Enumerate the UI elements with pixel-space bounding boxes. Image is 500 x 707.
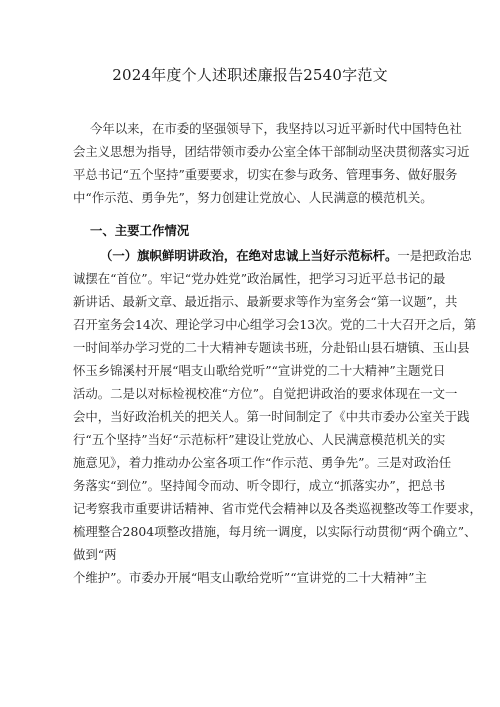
intro-line-2: 会主义思想为指导，团结带领市委办公室全体干部制动坚决贯彻落实习近 [73, 144, 470, 159]
body-line-4: 一时间举办学习党的二十大精神专题读书班，分赴铅山县石塘镇、玉山县 [73, 340, 470, 355]
body-line-12: 梳理整合2804项整改措施，每月统一调度，以实际行动贯彻“两个确立”、 [73, 524, 477, 539]
body-line-3: 召开室务会14次、理论学习中心组学习会13次。党的二十大召开之后，第 [73, 317, 477, 332]
intro-line-3: 平总书记“五个坚持”重要要求，切实在参与政务、管理事务、做好服务 [73, 167, 458, 182]
body-line-1: 诚摆在“首位”。牢记“党办姓党”政治属性，把学习习近平总书记的最 [73, 271, 446, 286]
body-line-6: 活动。二是以对标检视校准“方位”。自觉把讲政治的要求体现在一文一 [73, 386, 458, 401]
closing-line-1: 个维护”。市委办开展“唱支山歌给党听”“宣讲党的二十大精神”主 [73, 570, 427, 585]
section-heading: 一、主要工作情况 [90, 223, 190, 238]
subsection-first-rest: 一是把政治忠 [397, 248, 472, 263]
intro-line-1: 今年以来，在市委的坚强领导下，我坚持以习近平新时代中国特色社 [90, 121, 462, 136]
body-line-9: 施意见》，着力推动办公室各项工作“作示范、勇争先”。三是对政治任 [73, 455, 452, 470]
body-line-5: 怀玉乡锦溪村开展“唱支山歌给党听”“宣讲党的二十大精神”主题党日 [73, 363, 446, 378]
body-line-8: 行“五个坚持”当好“示范标杆”建设让党放心、人民满意模范机关的实 [73, 432, 446, 447]
body-line-11: 记考察我市重要讲话精神、省市党代会精神以及各类巡视整改等工作要求， [73, 501, 482, 516]
body-line-2: 新讲话、最新文章、最近指示、最新要求等作为室务会“第一议题”，共 [73, 294, 458, 309]
intro-line-4: 中“作示范、勇争先”，努力创建让党放心、人民满意的模范机关。 [73, 190, 433, 205]
body-line-7: 会中，当好政治机关的把关人。第一时间制定了《中共市委办公室关于践 [73, 409, 470, 424]
body-line-13: 做到“两 [73, 547, 117, 562]
body-line-10: 务落实“到位”。坚持闻令而动、听令即行，成立“抓落实办”，把总书 [73, 478, 446, 493]
document-title: 2024年度个人述职述廉报告2540字范文 [112, 66, 388, 84]
subsection-title: （一）旗帜鲜明讲政治，在绝对忠诚上当好示范标杆。 [100, 248, 398, 263]
subsection-first-line [100, 248, 472, 264]
